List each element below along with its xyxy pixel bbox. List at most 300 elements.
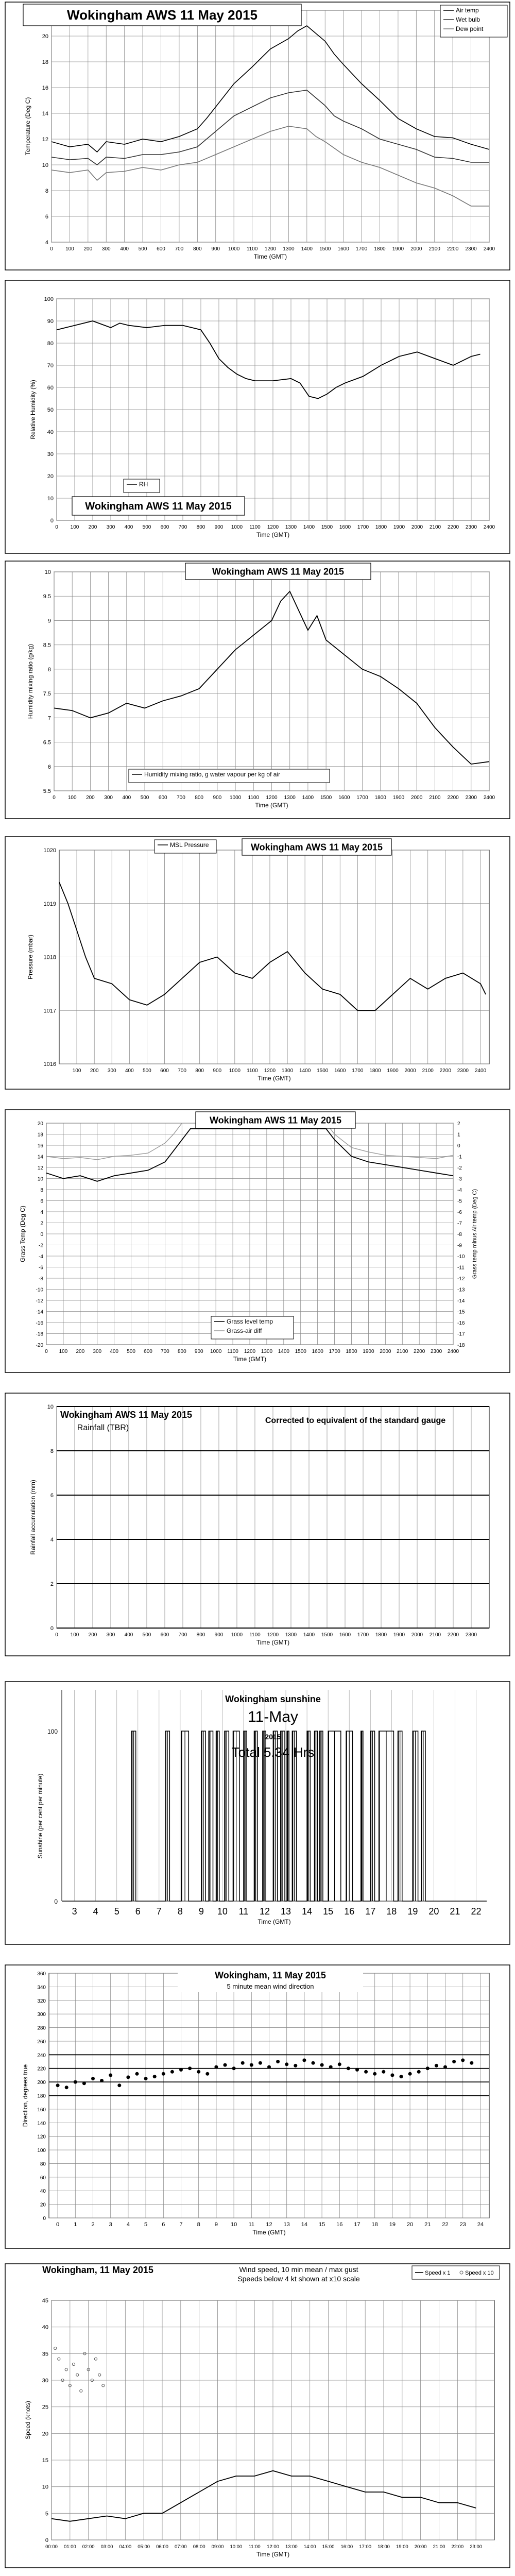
x-tick-label: 1600 — [339, 524, 351, 530]
x-tick-label: 500 — [138, 246, 147, 252]
x-tick-label: 700 — [178, 1632, 187, 1638]
x-tick-label: 1800 — [374, 246, 386, 252]
data-point — [355, 2068, 359, 2072]
y-tick-label: 1020 — [43, 848, 56, 854]
data-point — [302, 2058, 306, 2062]
y-tick-label: 20 — [47, 473, 54, 480]
y-axis-label: Temperature (Deg C) — [24, 97, 31, 156]
x-tick-label: 0 — [45, 1349, 48, 1354]
data-point — [373, 2072, 376, 2076]
data-point — [435, 2064, 438, 2067]
x-tick-label: 17:00 — [359, 2544, 372, 2550]
x-tick-label: 100 — [65, 246, 74, 252]
x-tick-label: 17 — [354, 2222, 360, 2228]
x-tick-label: 600 — [160, 1632, 169, 1638]
y-tick-label: 10 — [42, 162, 48, 168]
data-point — [452, 2060, 456, 2063]
data-point — [135, 2072, 139, 2076]
chart-subtitle: Rainfall (TBR) — [77, 1423, 129, 1432]
y-tick-label: 14 — [42, 111, 48, 117]
y-tick-label: 0 — [54, 1898, 58, 1905]
y2-tick-label: -13 — [457, 1287, 465, 1293]
legend-label: Air temp — [456, 7, 479, 14]
data-point — [65, 2086, 68, 2089]
legend-label: Speed x 10 — [465, 2270, 494, 2276]
x-tick-label: 9 — [214, 2222, 218, 2228]
y2-tick-label: -3 — [457, 1176, 462, 1182]
x-tick-label: 16 — [336, 2222, 343, 2228]
x-axis-label: Time (GMT) — [256, 531, 290, 538]
x-tick-label: 2000 — [380, 1349, 391, 1354]
y-tick-label: 12 — [42, 137, 48, 143]
data-point — [276, 2060, 280, 2063]
x-tick-label: 800 — [195, 1068, 204, 1074]
y-tick-label: 6 — [40, 1198, 43, 1205]
y-tick-label: 40 — [40, 2189, 46, 2195]
y-tick-label: 120 — [37, 2134, 46, 2140]
pressure-chart-panel — [0, 835, 515, 1092]
x-tick-label: 200 — [90, 1068, 99, 1074]
x-tick-label: 14 — [302, 1906, 313, 1917]
data-point — [312, 2061, 315, 2065]
x-tick-label: 100 — [72, 1068, 81, 1074]
y-tick-label: 10 — [47, 496, 54, 502]
data-point — [443, 2065, 447, 2069]
x-tick-label: 200 — [88, 1632, 97, 1638]
y-tick-label: 220 — [37, 2066, 46, 2072]
x-tick-label: 2400 — [483, 795, 495, 801]
y-tick-label: 4 — [45, 240, 48, 246]
y-tick-label: 160 — [37, 2107, 46, 2113]
x-tick-label: 19 — [389, 2222, 396, 2228]
legend-label: RH — [139, 481, 148, 488]
x-tick-label: 2400 — [447, 1349, 459, 1354]
y2-tick-label: -17 — [457, 1331, 465, 1337]
y-tick-label: 16 — [37, 1143, 43, 1149]
y-tick-label: 280 — [37, 2025, 46, 2031]
x-tick-label: 09:00 — [211, 2544, 224, 2550]
sunshine-chart-panel — [0, 1680, 515, 1947]
chart-title: Wokingham AWS 11 May 2015 — [212, 566, 345, 577]
x-tick-label: 22:00 — [451, 2544, 464, 2550]
y-tick-label: 140 — [37, 2121, 46, 2127]
x-tick-label: 19 — [407, 1906, 418, 1917]
chart-subtitle: Wind speed, 10 min mean / max gust — [239, 2265, 358, 2274]
x-tick-label: 15:00 — [322, 2544, 335, 2550]
x-tick-label: 600 — [158, 795, 167, 801]
x-tick-label: 800 — [195, 795, 204, 801]
y-tick-label: 35 — [42, 2351, 48, 2358]
temperature-chart-panel — [0, 0, 515, 273]
y-axis-label: Relative Humidity (%) — [29, 380, 37, 439]
x-tick-label: 1500 — [317, 1068, 329, 1074]
x-tick-label: 1300 — [261, 1349, 273, 1354]
x-tick-label: 200 — [76, 1349, 85, 1354]
y-tick-label: 7.5 — [43, 691, 51, 698]
x-tick-label: 2200 — [447, 524, 459, 530]
x-tick-label: 700 — [175, 246, 184, 252]
y-tick-label: -10 — [36, 1287, 43, 1293]
x-tick-label: 23 — [459, 2222, 466, 2228]
x-tick-label: 5 — [114, 1906, 119, 1917]
x-tick-label: 14:00 — [303, 2544, 316, 2550]
y-axis-label: Speed (knots) — [24, 2401, 31, 2439]
chart-title: Wokingham AWS 11 May 2015 — [85, 501, 232, 512]
data-point — [82, 2081, 86, 2085]
x-tick-label: 0 — [53, 795, 56, 801]
x-tick-label: 5 — [144, 2222, 148, 2228]
y-tick-label: 320 — [37, 1998, 46, 2004]
y-tick-label: 20 — [42, 33, 48, 40]
x-tick-label: 1400 — [301, 246, 313, 252]
y-tick-label: 340 — [37, 1985, 46, 1991]
y-tick-label: 60 — [40, 2175, 46, 2181]
x-tick-label: 1300 — [283, 246, 295, 252]
y-tick-label: 0 — [45, 2537, 48, 2544]
y-tick-label: -12 — [36, 1298, 43, 1304]
data-point — [320, 2063, 324, 2067]
x-tick-label: 13:00 — [285, 2544, 298, 2550]
x-tick-label: 4 — [126, 2222, 130, 2228]
x-tick-label: 2300 — [465, 795, 477, 801]
x-tick-label: 18:00 — [377, 2544, 390, 2550]
x-tick-label: 20 — [406, 2222, 414, 2228]
x-tick-label: 1900 — [387, 1068, 399, 1074]
x-tick-label: 500 — [142, 524, 151, 530]
x-tick-label: 2000 — [411, 1632, 423, 1638]
x-tick-label: 7 — [156, 1906, 162, 1917]
x-tick-label: 1100 — [246, 246, 258, 252]
x-tick-label: 3 — [72, 1906, 77, 1917]
x-tick-label: 1000 — [231, 524, 243, 530]
chart-subtitle: 5 minute mean wind direction — [227, 1982, 314, 1990]
y-axis-label: Rainfall accumulation (mm) — [29, 1480, 37, 1555]
data-point — [329, 2065, 333, 2069]
x-axis-label: Time (GMT) — [256, 2551, 290, 2558]
y-tick-label: 240 — [37, 2053, 46, 2059]
x-axis-label: Time (GMT) — [233, 1355, 267, 1363]
x-tick-label: 200 — [86, 795, 95, 801]
x-tick-label: 15 — [318, 2222, 325, 2228]
x-tick-label: 100 — [70, 524, 79, 530]
y-tick-label: 0 — [40, 1232, 43, 1238]
x-tick-label: 03:00 — [100, 2544, 113, 2550]
legend-label: Humidity mixing ratio, g water vapour per kg of air — [144, 771, 281, 778]
rainfall-chart-panel — [0, 1391, 515, 1659]
y-tick-label: 8 — [45, 188, 48, 194]
x-tick-label: 1900 — [363, 1349, 374, 1354]
x-tick-label: 2000 — [411, 795, 423, 801]
legend-label: Grass level temp — [227, 1318, 273, 1325]
data-point — [267, 2065, 271, 2069]
x-tick-label: 10:00 — [230, 2544, 243, 2550]
chart-date: 11-May — [248, 1708, 298, 1725]
x-tick-label: 18 — [371, 2222, 378, 2228]
x-tick-label: 24 — [477, 2222, 484, 2228]
grass-temp-chart-panel — [0, 1108, 515, 1376]
y-tick-label: 80 — [47, 341, 54, 347]
y2-tick-label: -14 — [457, 1298, 465, 1304]
x-tick-label: 200 — [88, 524, 97, 530]
y-tick-label: -14 — [36, 1309, 43, 1315]
x-tick-label: 06:00 — [156, 2544, 168, 2550]
y-tick-label: 1017 — [43, 1008, 56, 1014]
y-tick-label: 100 — [37, 2148, 46, 2154]
y-tick-label: 50 — [47, 407, 54, 413]
y-tick-label: 20 — [42, 2431, 48, 2437]
x-tick-label: 15 — [323, 1906, 334, 1917]
x-tick-label: 800 — [196, 1632, 205, 1638]
x-tick-label: 2200 — [447, 1632, 459, 1638]
x-tick-label: 0 — [50, 246, 53, 252]
chart-title: Wokingham, 11 May 2015 — [215, 1970, 326, 1980]
x-tick-label: 900 — [211, 246, 220, 252]
y-tick-label: 5 — [45, 2511, 48, 2517]
x-tick-label: 1300 — [285, 524, 297, 530]
y-tick-label: 4 — [50, 1537, 54, 1543]
y-axis-label: Humidity mixing ratio (g/kg) — [27, 643, 34, 719]
x-tick-label: 400 — [122, 795, 131, 801]
x-tick-label: 17 — [365, 1906, 376, 1917]
x-tick-label: 2300 — [465, 524, 477, 530]
x-tick-label: 14 — [301, 2222, 308, 2228]
x-tick-label: 04:00 — [119, 2544, 132, 2550]
x-tick-label: 100 — [67, 795, 77, 801]
x-tick-label: 8 — [197, 2222, 200, 2228]
x-tick-label: 200 — [83, 246, 93, 252]
x-tick-label: 10 — [230, 2222, 237, 2228]
x-tick-label: 13 — [283, 2222, 290, 2228]
x-tick-label: 12 — [260, 1906, 270, 1917]
x-tick-label: 9 — [198, 1906, 204, 1917]
data-point — [117, 2083, 121, 2087]
rainfall-chart — [0, 1391, 515, 1659]
y-tick-label: 0 — [50, 518, 54, 524]
x-tick-label: 1600 — [338, 795, 350, 801]
chart-title: Wokingham AWS 11 May 2015 — [250, 842, 383, 853]
data-point — [426, 2066, 430, 2070]
y-tick-label: 8 — [50, 1448, 54, 1454]
x-tick-label: 1200 — [264, 246, 277, 252]
x-tick-label: 07:00 — [174, 2544, 187, 2550]
x-tick-label: 1400 — [278, 1349, 289, 1354]
x-tick-label: 1100 — [247, 1068, 258, 1074]
x-tick-label: 300 — [101, 246, 111, 252]
mixing-ratio-chart — [0, 559, 515, 822]
x-tick-label: 1000 — [231, 1632, 243, 1638]
data-point — [144, 2077, 148, 2080]
x-tick-label: 21:00 — [433, 2544, 445, 2550]
x-tick-label: 16:00 — [340, 2544, 353, 2550]
y-tick-label: 80 — [40, 2161, 46, 2167]
x-tick-label: 400 — [124, 524, 133, 530]
y2-tick-label: -2 — [457, 1165, 462, 1171]
y-tick-label: 360 — [37, 1971, 46, 1977]
x-tick-label: 1600 — [337, 246, 349, 252]
x-tick-label: 1800 — [374, 795, 386, 801]
x-tick-label: 2200 — [414, 1349, 425, 1354]
y-tick-label: 9.5 — [43, 594, 51, 600]
y-tick-label: 60 — [47, 385, 54, 391]
y-tick-label: 40 — [47, 429, 54, 435]
grass-temperature-chart — [0, 1108, 515, 1376]
x-tick-label: 19:00 — [396, 2544, 408, 2550]
y2-tick-label: -5 — [457, 1198, 462, 1205]
data-point — [74, 2080, 77, 2084]
x-tick-label: 11 — [248, 2222, 255, 2228]
x-tick-label: 2100 — [429, 1632, 441, 1638]
x-tick-label: 1900 — [393, 1632, 405, 1638]
x-tick-label: 1800 — [375, 524, 387, 530]
data-point — [224, 2063, 227, 2067]
y-tick-label: 6.5 — [43, 739, 51, 746]
chart-year: 2015 — [265, 1733, 281, 1741]
x-tick-label: 2100 — [422, 1068, 434, 1074]
y-tick-label: 18 — [42, 59, 48, 65]
x-tick-label: 1900 — [392, 246, 404, 252]
x-tick-label: 1100 — [249, 1632, 261, 1638]
y-tick-label: 12 — [37, 1165, 43, 1171]
legend-label: Grass-air diff — [227, 1327, 262, 1334]
x-tick-label: 300 — [106, 524, 115, 530]
x-tick-label: 1000 — [229, 1068, 241, 1074]
x-tick-label: 1300 — [284, 795, 296, 801]
y2-tick-label: 1 — [457, 1132, 460, 1138]
relative-humidity-chart — [0, 278, 515, 556]
x-tick-label: 12 — [266, 2222, 272, 2228]
x-tick-label: 1400 — [303, 1632, 315, 1638]
x-tick-label: 23:00 — [470, 2544, 483, 2550]
x-tick-label: 900 — [194, 1349, 203, 1354]
x-tick-label: 7 — [179, 2222, 183, 2228]
y-tick-label: 25 — [42, 2404, 48, 2411]
y-tick-label: 0 — [50, 1625, 54, 1632]
x-tick-label: 21 — [424, 2222, 431, 2228]
x-tick-label: 1700 — [355, 246, 368, 252]
x-tick-label: 1800 — [375, 1632, 387, 1638]
y-tick-label: -18 — [36, 1331, 43, 1337]
x-tick-label: 1400 — [299, 1068, 311, 1074]
x-tick-label: 600 — [144, 1349, 152, 1354]
x-tick-label: 1200 — [267, 524, 279, 530]
x-tick-label: 600 — [160, 524, 169, 530]
chart-note: Speeds below 4 kt shown at x10 scale — [237, 2275, 360, 2283]
x-tick-label: 2400 — [474, 1068, 487, 1074]
x-tick-label: 2400 — [483, 524, 495, 530]
x-tick-label: 00:00 — [45, 2544, 58, 2550]
x-tick-label: 16 — [344, 1906, 355, 1917]
wind-direction-chart-panel — [0, 1963, 515, 2251]
x-tick-label: 1100 — [248, 795, 260, 801]
x-tick-label: 2100 — [428, 246, 440, 252]
x-tick-label: 400 — [124, 1632, 133, 1638]
x-tick-label: 1700 — [329, 1349, 340, 1354]
legend-label: Wet bulb — [456, 16, 480, 23]
x-tick-label: 18 — [386, 1906, 397, 1917]
y-tick-label: 100 — [47, 1728, 58, 1735]
y2-tick-label: -9 — [457, 1243, 462, 1249]
x-tick-label: 1200 — [264, 1068, 276, 1074]
data-point — [259, 2061, 262, 2065]
y-tick-label: 180 — [37, 2093, 46, 2099]
x-tick-label: 20 — [428, 1906, 439, 1917]
y-tick-label: 10 — [37, 1176, 43, 1182]
data-point — [347, 2066, 350, 2070]
x-tick-label: 2300 — [465, 246, 477, 252]
sunshine-chart — [0, 1680, 515, 1947]
x-tick-label: 11:00 — [248, 2544, 261, 2550]
y-axis-label: Direction, degrees true — [22, 2064, 29, 2127]
x-tick-label: 1 — [74, 2222, 77, 2228]
chart-total: Total 5.34 Hrs — [231, 1744, 315, 1760]
x-tick-label: 1700 — [352, 1068, 364, 1074]
x-tick-label: 700 — [178, 524, 187, 530]
x-tick-label: 500 — [127, 1349, 135, 1354]
x-tick-label: 21 — [450, 1906, 460, 1917]
data-point — [294, 2064, 297, 2067]
x-tick-label: 2300 — [465, 1632, 477, 1638]
x-tick-label: 13 — [281, 1906, 291, 1917]
data-point — [250, 2063, 253, 2067]
x-tick-label: 1000 — [228, 246, 240, 252]
y2-tick-label: -16 — [457, 1320, 465, 1326]
x-tick-label: 900 — [213, 1068, 222, 1074]
x-tick-label: 05:00 — [138, 2544, 150, 2550]
x-tick-label: 1600 — [339, 1632, 351, 1638]
data-point — [188, 2066, 192, 2070]
data-point — [162, 2072, 165, 2076]
wind-direction-chart — [0, 1963, 515, 2251]
x-tick-label: 2300 — [430, 1349, 442, 1354]
y-axis-label: Pressure (mbar) — [27, 935, 34, 979]
x-tick-label: 400 — [125, 1068, 134, 1074]
data-point — [364, 2070, 368, 2074]
data-point — [197, 2070, 200, 2074]
x-tick-label: 22 — [442, 2222, 449, 2228]
x-tick-label: 11 — [238, 1906, 249, 1917]
y-tick-label: 6 — [47, 764, 51, 770]
x-tick-label: 1300 — [285, 1632, 297, 1638]
y-tick-label: -16 — [36, 1320, 43, 1326]
y2-tick-label: 0 — [457, 1143, 460, 1149]
x-tick-label: 1500 — [320, 795, 332, 801]
y-tick-label: 8 — [40, 1188, 43, 1193]
x-tick-label: 900 — [214, 1632, 224, 1638]
x-tick-label: 2000 — [411, 524, 423, 530]
x-tick-label: 700 — [177, 795, 185, 801]
y-tick-label: 30 — [42, 2378, 48, 2384]
y-tick-label: 10 — [44, 569, 51, 575]
x-tick-label: 1600 — [312, 1349, 323, 1354]
y-tick-label: 1016 — [43, 1061, 56, 1067]
y-tick-label: 30 — [47, 451, 54, 457]
y2-tick-label: -8 — [457, 1232, 462, 1238]
x-tick-label: 500 — [143, 1068, 151, 1074]
x-tick-label: 1700 — [356, 795, 368, 801]
data-point — [205, 2072, 209, 2076]
x-tick-label: 22 — [471, 1906, 482, 1917]
y2-tick-label: -6 — [457, 1210, 462, 1215]
pressure-chart — [0, 835, 515, 1092]
y-tick-label: -8 — [39, 1276, 43, 1282]
x-tick-label: 12:00 — [267, 2544, 279, 2550]
x-tick-label: 0 — [55, 1632, 58, 1638]
x-tick-label: 2200 — [439, 1068, 451, 1074]
y2-tick-label: -10 — [457, 1254, 465, 1260]
y2-tick-label: -1 — [457, 1154, 462, 1160]
x-tick-label: 1500 — [321, 1632, 333, 1638]
x-tick-label: 1100 — [249, 524, 261, 530]
